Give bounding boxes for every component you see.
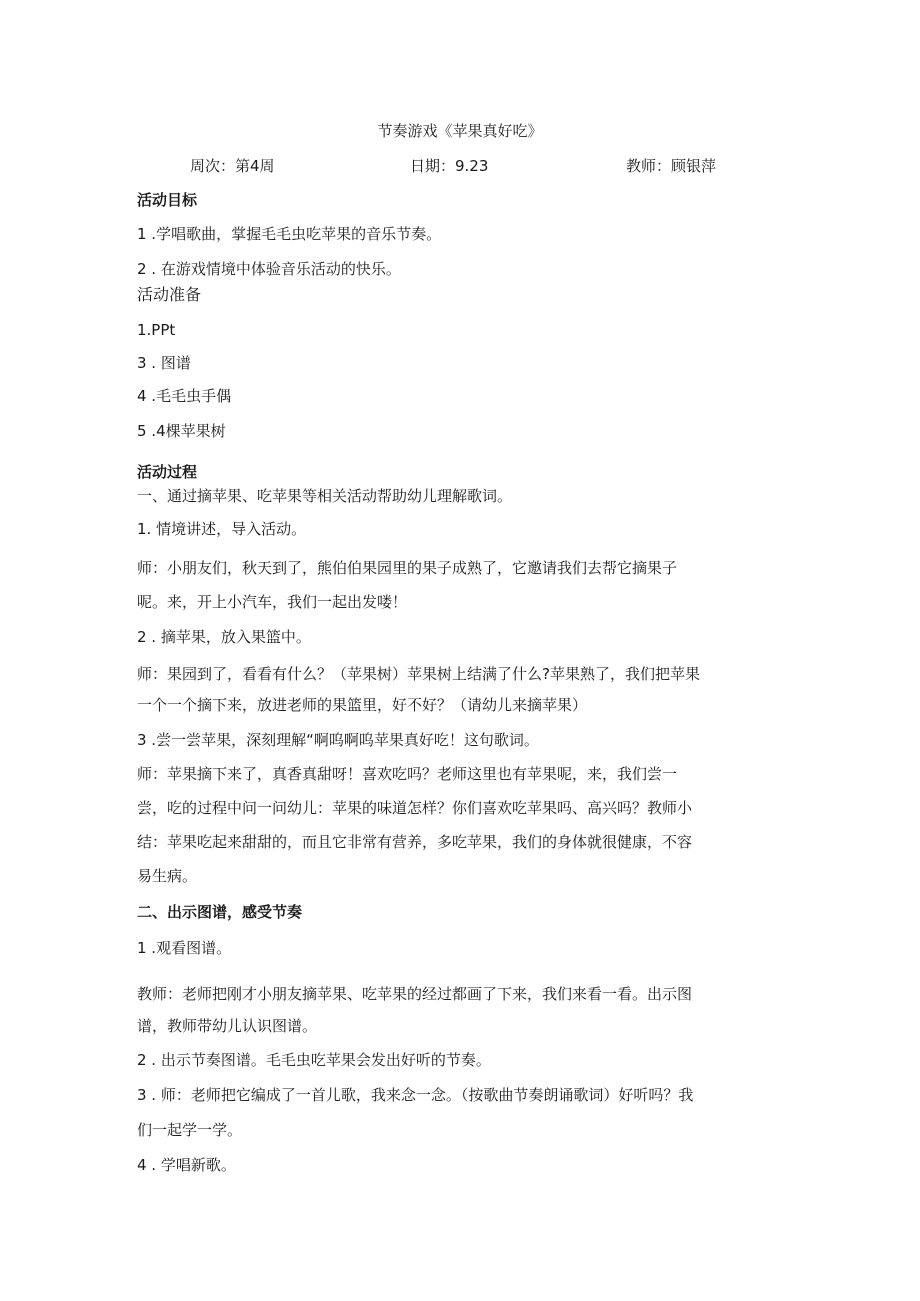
meta-week: 周次：第4周 — [190, 157, 275, 175]
prep-item: 3 . 图谱 — [137, 354, 191, 372]
process-line: 尝，吃的过程中问一问幼儿：苹果的味道怎样？你们喜欢吃苹果吗、高兴吗？教师小 — [137, 799, 693, 817]
process-line: 易生病。 — [137, 867, 198, 885]
section2-heading: 二、出示图谱，感受节奏 — [137, 903, 303, 921]
prep-item: 5 .4棵苹果树 — [137, 422, 226, 440]
document-title: 节奏游戏《苹果真好吃》 — [377, 122, 543, 140]
prep-item: 4 .毛毛虫手偶 — [137, 387, 232, 405]
section2-line: 4 . 学唱新歌。 — [137, 1156, 236, 1174]
prep-heading: 活动准备 — [137, 285, 202, 304]
prep-item: 1.PPt — [137, 321, 176, 339]
process-line: 呢。来，开上小汽车，我们一起出发喽！ — [137, 593, 408, 611]
section2-line: 谱，教师带幼儿认识图谱。 — [137, 1017, 318, 1035]
section2-line: 们一起学一学。 — [137, 1121, 243, 1139]
process-line: 师：苹果摘下来了，真香真甜呀！喜欢吃吗？老师这里也有苹果呢，来，我们尝一 — [137, 765, 678, 783]
process-line: 3 .尝一尝苹果，深刻理解“啊呜啊呜苹果真好吃！这句歌词。 — [137, 731, 539, 749]
meta-date: 日期：9.23 — [410, 157, 489, 175]
goals-heading: 活动目标 — [137, 191, 198, 209]
process-line: 一、通过摘苹果、吃苹果等相关活动帮助幼儿理解歌词。 — [137, 487, 513, 505]
goal-item: 1 .学唱歌曲，掌握毛毛虫吃苹果的音乐节奏。 — [137, 225, 442, 243]
section2-line: 教师：老师把刚才小朋友摘苹果、吃苹果的经过都画了下来，我们来看一看。出示图 — [137, 985, 693, 1003]
process-line: 师：小朋友们，秋天到了，熊伯伯果园里的果子成熟了，它邀请我们去帮它摘果子 — [137, 559, 678, 577]
process-line: 1. 情境讲述，导入活动。 — [137, 520, 307, 538]
process-line: 师：果园到了，看看有什么？（苹果树）苹果树上结满了什么?苹果熟了，我们把苹果 — [137, 665, 700, 683]
process-line: 一个一个摘下来，放进老师的果篮里，好不好？（请幼儿来摘苹果） — [137, 696, 588, 714]
section2-line: 2 . 出示节奏图谱。毛毛虫吃苹果会发出好听的节奏。 — [137, 1051, 491, 1069]
process-line: 2 . 摘苹果，放入果篮中。 — [137, 628, 311, 646]
process-heading: 活动过程 — [137, 463, 198, 481]
goal-item: 2 . 在游戏情境中体验音乐活动的快乐。 — [137, 260, 401, 278]
process-line: 结：苹果吃起来甜甜的，而且它非常有营养，多吃苹果，我们的身体就很健康，不容 — [137, 833, 693, 851]
meta-teacher: 教师：顾银萍 — [626, 157, 717, 175]
section2-line: 1 .观看图谱。 — [137, 939, 232, 957]
section2-line: 3 . 师：老师把它编成了一首儿歌，我来念一念。（按歌曲节奏朗诵歌词）好听吗？我 — [137, 1086, 694, 1104]
